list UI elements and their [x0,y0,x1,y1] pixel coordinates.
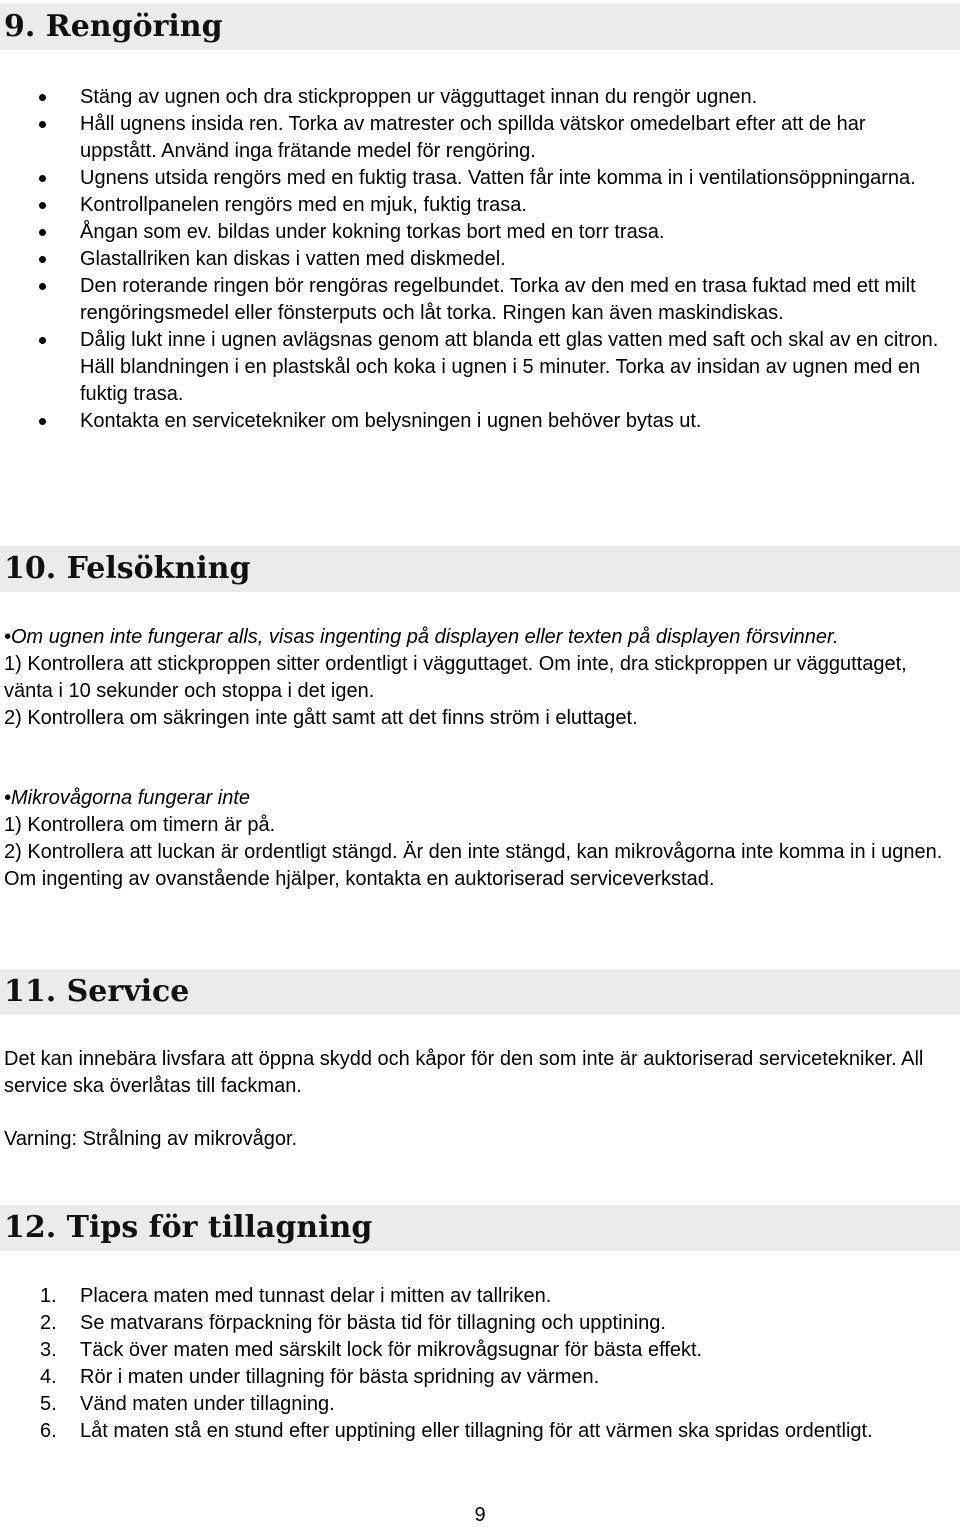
list-item: Den roterande ringen bör rengöras regelbundet. Torka av den med en trasa fuktad med ett milt rengöringsmedel eller fönsterputs och låt torka. Ringen kan även maskindiskas. [0,273,960,327]
section-heading-cleaning: 9. Rengöring [0,4,960,50]
bullet-icon [39,121,46,128]
list-item: Ångan som ev. bildas under kokning torkas bort med en torr trasa. [0,219,960,246]
service-warning: Varning: Strålning av mikrovågor. [4,1128,298,1150]
list-item: Stäng av ugnen och dra stickproppen ur vägguttaget innan du rengör ugnen. [0,84,960,111]
problem-description: •Om ugnen inte fungerar alls, visas ingenting på displayen eller texten på displayen försvinner. [4,626,839,648]
troubleshooting-step: 1) Kontrollera att stickproppen sitter ordentligt i vägguttaget. Om inte, dra stickproppen ur vägguttaget, vänta i 10 sekunder och stoppa i det igen. [4,653,907,702]
bullet-icon [39,418,46,425]
service-paragraph: Det kan innebära livsfara att öppna skydd och kåpor för den som inte är auktoriserad servicetekniker. All service ska överlåtas till fackman. [4,1048,924,1097]
troubleshooting-block-1 [4,624,949,732]
bullet-icon [39,229,46,236]
section-heading-service: 11. Service [0,969,960,1015]
list-item: Glastallriken kan diskas i vatten med diskmedel. [0,246,960,273]
bullet-icon [39,337,46,344]
bullet-icon [39,256,46,263]
section-heading-troubleshooting: 10. Felsökning [0,546,960,592]
list-item: 3. Täck över maten med särskilt lock för mikrovågsugnar för bästa effekt. [40,1339,703,1361]
list-item: Ugnens utsida rengörs med en fuktig trasa. Vatten får inte komma in i ventilationsöppningarna. [0,165,960,192]
bullet-icon [39,283,46,290]
troubleshooting-step: 2) Kontrollera att luckan är ordentligt stängd. Är den inte stängd, kan mikrovågorna inte komma in i ugnen. Om ingenting av ovanstående hjälper, kontakta en auktoriserad serviceverkstad. [4,841,943,890]
page-number: 9 [474,1504,486,1526]
bullet-icon [39,202,46,209]
troubleshooting-step: 1) Kontrollera om timern är på. [4,814,276,836]
section-heading-cooking-tips: 12. Tips för tillagning [0,1205,960,1251]
troubleshooting-step: 2) Kontrollera om säkringen inte gått samt att det finns ström i eluttaget. [4,707,638,729]
bullet-icon [39,175,46,182]
cooking-tips-list [0,1283,960,1445]
list-item: Kontrollpanelen rengörs med en mjuk, fuktig trasa. [0,192,960,219]
bullet-icon [39,94,46,101]
list-item: 2. Se matvarans förpackning för bästa tid för tillagning och upptining. [40,1312,666,1334]
troubleshooting-block-2 [4,785,949,893]
problem-description: •Mikrovågorna fungerar inte [4,787,251,809]
cleaning-list [0,84,960,435]
list-item: Håll ugnens insida ren. Torka av matrester och spillda vätskor omedelbart efter att de har uppstått. Använd inga frätande medel för rengöring. [0,111,960,165]
list-item: Kontakta en servicetekniker om belysningen i ugnen behöver bytas ut. [0,408,960,435]
list-item: 1. Placera maten med tunnast delar i mitten av tallriken. [40,1285,552,1307]
list-item: 5. Vänd maten under tillagning. [40,1393,335,1415]
list-item: 6. Låt maten stå en stund efter upptining eller tillagning för att värmen ska spridas ordentligt. [40,1420,873,1442]
list-item: 4. Rör i maten under tillagning för bästa spridning av värmen. [40,1366,600,1388]
list-item: Dålig lukt inne i ugnen avlägsnas genom att blanda ett glas vatten med saft och skal av en citron. Häll blandningen i en plastskål och koka i ugnen i 5 minuter. Torka av insidan av ugnen med en fuktig trasa. [0,327,960,408]
